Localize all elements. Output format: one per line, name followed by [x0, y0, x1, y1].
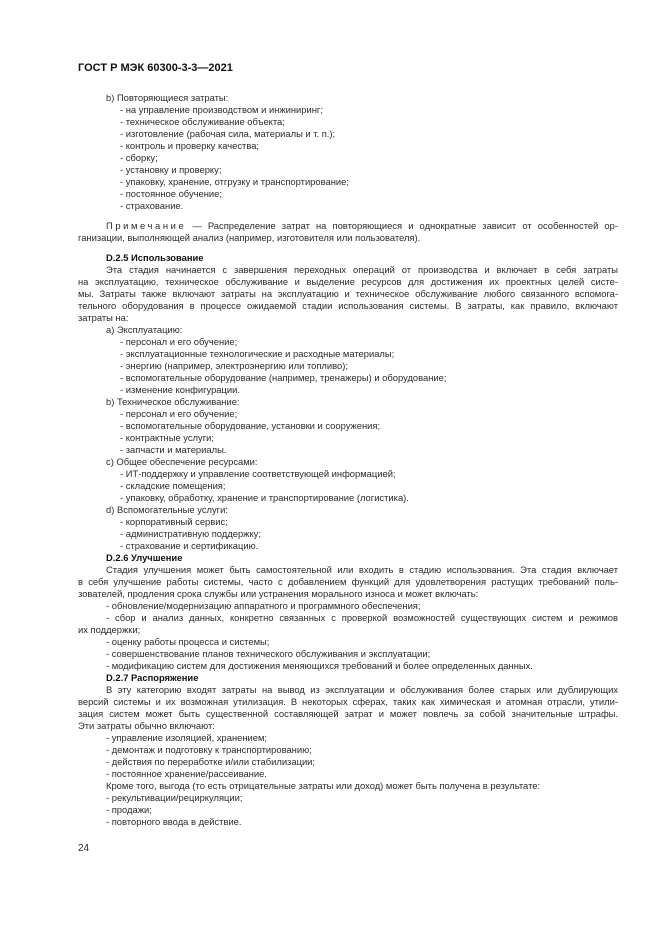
document-body	[78, 92, 618, 828]
paragraph-line: тельного оборудования в процессе ожидаемой стадии использования системы. В затраты, как правило, включают	[78, 300, 618, 311]
list-item: - техническое обслуживание объекта;	[120, 116, 285, 127]
paragraph-line: зация систем может быть существенной составляющей затрат и может повлечь за собой значительные штрафы.	[78, 708, 618, 719]
list-item: - изменение конфигурации.	[120, 384, 240, 395]
list-item: c) Общее обеспечение ресурсами:	[106, 456, 258, 467]
list-item: d) Вспомогательные услуги:	[106, 504, 228, 515]
list-item: - на управление производством и инжиниринг;	[120, 104, 323, 115]
document-header: ГОСТ Р МЭК 60300-3-3—2021	[78, 62, 233, 74]
list-item: - рекультивации/рециркуляции;	[106, 792, 243, 803]
list-item: - продажи;	[106, 804, 152, 815]
list-item: - запчасти и материалы.	[120, 444, 227, 455]
list-item: - постоянное хранение/рассеивание.	[106, 768, 267, 779]
list-item: - обновление/модернизацию аппаратного и программного обеспечения;	[106, 600, 421, 611]
paragraph	[78, 684, 618, 732]
list-item: b) Повторяющиеся затраты:	[106, 92, 229, 103]
list-item: - упаковку, обработку, хранение и транспортирование (логистика).	[120, 492, 409, 503]
paragraph	[78, 612, 618, 636]
paragraph-line: их поддержки;	[78, 624, 141, 635]
paragraph-line: В эту категорию входят затраты на вывод из эксплуатации и обслуживания более старых или дублирующих	[106, 684, 618, 695]
list-item: - изготовление (рабочая сила, материалы и т. п.);	[120, 128, 336, 139]
paragraph-line: Эти затраты обычно включают:	[78, 720, 215, 731]
list-item: - управление изоляцией, хранением;	[106, 732, 268, 743]
paragraph-line: на эксплуатацию, техническое обслуживание и выделение ресурсов для достижения их проектных целей систе-	[78, 276, 618, 287]
list-item: - персонал и его обучение;	[120, 336, 238, 347]
list-item: Кроме того, выгода (то есть отрицательные затраты или доход) может быть получена в результате:	[106, 780, 541, 791]
paragraph-line: затраты на:	[78, 312, 129, 323]
list-item: - контрактные услуги;	[120, 432, 214, 443]
note-label: Примечание	[106, 220, 187, 231]
list-item: - административную поддержку;	[120, 528, 261, 539]
list-item: - вспомогательные оборудование, установки и сооружения;	[120, 420, 381, 431]
list-item: - корпоративный сервис;	[120, 516, 228, 527]
section-heading: D.2.5 Использование	[106, 252, 204, 263]
paragraph-line: версий системы и их возможная утилизация. В некоторых сферах, таких как химическая и атомная отрасли, утили-	[78, 696, 618, 707]
section-heading: D.2.6 Улучшение	[106, 552, 183, 563]
paragraph-line: Эта стадия начинается с завершения переходных операций от производства и включает в себя затраты	[106, 264, 618, 275]
list-item: - совершенствование планов технического обслуживания и эксплуатации;	[106, 648, 431, 659]
list-item: - постоянное обучение;	[120, 188, 222, 199]
list-item: b) Техническое обслуживание:	[106, 396, 240, 407]
page-number: 24	[78, 843, 90, 854]
paragraph	[78, 264, 618, 324]
list-item: - вспомогательные оборудование (например, тренажеры) и оборудование;	[120, 372, 447, 383]
paragraph	[78, 564, 618, 600]
list-item: - сборку;	[120, 152, 158, 163]
list-item: - страхование и сертификацию.	[120, 540, 259, 551]
list-item: - энергию (например, электроэнергию или топливо);	[120, 360, 348, 371]
paragraph-line: - сбор и анализ данных, конкретно связанных с проверкой возможностей существующих систем и режимов	[106, 612, 618, 623]
note	[78, 220, 618, 244]
paragraph-line: зователей, продления срока службы или устранения морального износа и может включать:	[78, 588, 479, 599]
paragraph-line: Стадия улучшения может быть самостоятельной или входить в стадию использования. Эта стадия включает	[106, 564, 618, 575]
section-heading: D.2.7 Распоряжение	[106, 672, 199, 683]
paragraph-line: в себя улучшение работы системы, часто с добавлением функций для удовлетворения растущих требований поль-	[78, 576, 618, 587]
list-item: - действия по переработке и/или стабилизации;	[106, 756, 316, 767]
paragraph-line: мы. Затраты также включают затраты на эксплуатацию и техническое обслуживание любого связанного вспомога-	[78, 288, 618, 299]
list-item: - персонал и его обучение;	[120, 408, 238, 419]
list-item: - демонтаж и подготовку к транспортированию;	[106, 744, 312, 755]
list-item: a) Эксплуатацию:	[106, 324, 183, 335]
list-item: - оценку работы процесса и системы;	[106, 636, 270, 647]
note-text: ганизации, выполняющей анализ (например, изготовителя или пользователя).	[78, 232, 421, 243]
list-item: - установку и проверку;	[120, 164, 222, 175]
list-item: - упаковку, хранение, отгрузку и транспортирование;	[120, 176, 349, 187]
note-line	[78, 220, 618, 232]
note-line	[78, 232, 618, 244]
list-item: - эксплуатационные технологические и расходные материалы;	[120, 348, 395, 359]
note-text: — Распределение затрат на повторяющиеся и однократные зависит от особенностей ор-	[192, 220, 618, 231]
list-item: - складские помещения;	[120, 480, 226, 491]
list-item: - ИТ-поддержку и управление соответствующей информацией;	[120, 468, 396, 479]
list-item: - страхование.	[120, 200, 184, 211]
list-item: - контроль и проверку качества;	[120, 140, 260, 151]
list-item: - повторного ввода в действие.	[106, 816, 242, 827]
list-item: - модификацию систем для достижения меняющихся требований и более определенных данных.	[106, 660, 533, 671]
